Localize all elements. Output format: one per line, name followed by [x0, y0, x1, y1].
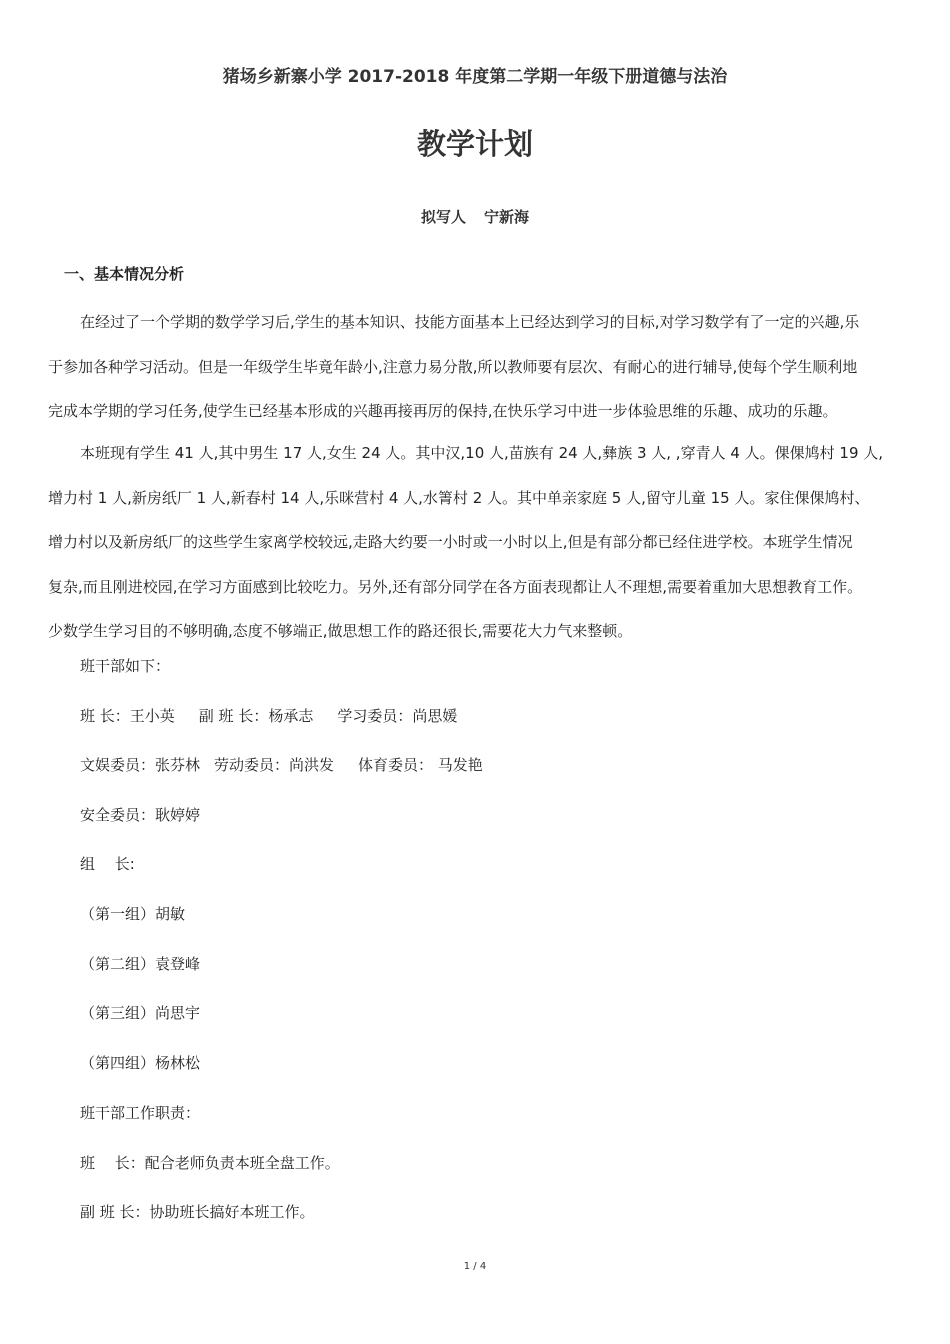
duty-monitor: 班 长：配合老师负责本班全盘工作。: [80, 1154, 340, 1172]
cadres-row-2: [80, 754, 483, 775]
paragraph-line: 完成本学期的学习任务,使学生已经基本形成的兴趣再接再厉的保持,在快乐学习中进一步体验思维的乐趣、成功的乐趣。: [48, 402, 838, 420]
paragraph-learning-overview: [48, 300, 914, 434]
cadre-study: 学习委员：尚思媛: [337, 707, 458, 725]
group-leader-label: 组 长:: [80, 855, 135, 873]
cadre-monitor: 班 长：王小英: [80, 707, 175, 725]
paragraph-class-composition: [48, 431, 914, 654]
group-leader-1: （第一组）胡敏: [80, 905, 186, 923]
paragraph-line: 增力村 1 人,新房纸厂 1 人,新春村 14 人,乐咪营村 4 人,水箐村 2 人。其中单亲家庭 5 人,留守儿童 15 人。家住倮倮鸠村、: [48, 488, 870, 507]
paragraph-line: 复杂,而且刚进校园,在学习方面感到比较吃力。另外,还有部分同学在各方面表现都让人不理想,需要着重加大思想教育工作。: [48, 577, 863, 596]
paragraph-line: 于参加各种学习活动。但是一年级学生毕竟年龄小,注意力易分散,所以教师要有层次、有耐心的进行辅导,使每个学生顺利地: [48, 357, 858, 376]
paragraph-line: 少数学生学习目的不够明确,态度不够端正,做思想工作的路还很长,需要花大力气来整顿。: [48, 622, 633, 640]
paragraph-line: 本班现有学生 41 人,其中男生 17 人,女生 24 人。其中汉,10 人,苗族有 24 人,彝族 3 人, ,穿青人 4 人。倮倮鸠村 19 人,: [80, 444, 884, 462]
group-leader-3: （第三组）尚思宇: [80, 1004, 201, 1022]
group-leader-2: （第二组）袁登峰: [80, 955, 201, 973]
cadre-entertainment: 文娱委员：张芬林: [80, 756, 201, 774]
cadre-vice-monitor: 副 班 长：杨承志: [198, 707, 314, 725]
paragraph-line: 增力村以及新房纸厂的这些学生家离学校较远,走路大约要一小时或一小时以上,但是有部分都已经住进学校。本班学生情况: [48, 533, 853, 551]
duties-intro: 班干部工作职责：: [80, 1104, 201, 1122]
cadre-labor: 劳动委员：尚洪发: [214, 756, 335, 774]
author-name: 宁新海: [484, 208, 530, 226]
cadres-intro: 班干部如下：: [80, 657, 171, 675]
paragraph-line: 在经过了一个学期的数学学习后,学生的基本知识、技能方面基本上已经达到学习的目标,对学习数学有了一定的兴趣,乐: [80, 313, 860, 331]
document-subtitle: 猪场乡新寨小学 2017-2018 年度第二学期一年级下册道德与法治: [222, 67, 728, 87]
cadre-sports: 体育委员： 马发艳: [358, 756, 483, 774]
document-title: 教学计划: [416, 127, 533, 161]
author-label: 拟写人: [420, 208, 466, 226]
group-leader-4: （第四组）杨林松: [80, 1054, 201, 1072]
page-indicator: 1 / 4: [463, 1261, 487, 1272]
section-heading-basic-analysis: 一、基本情况分析: [64, 265, 185, 283]
cadre-safety: 安全委员：耿婷婷: [80, 806, 201, 824]
author-line: [0, 206, 950, 227]
cadres-row-1: [80, 705, 457, 726]
duty-vice-monitor: 副 班 长：协助班长搞好本班工作。: [80, 1203, 315, 1221]
